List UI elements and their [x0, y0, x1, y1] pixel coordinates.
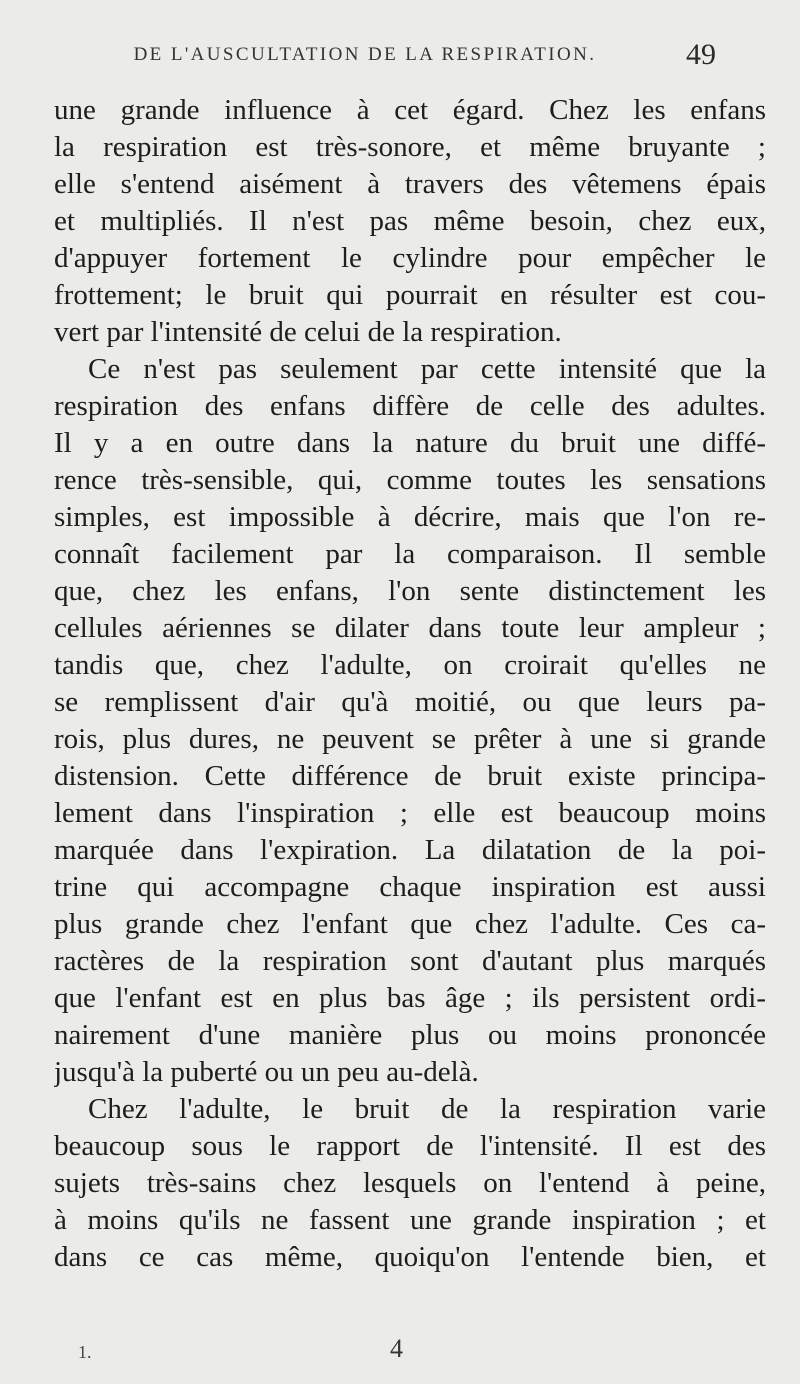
- text-line: plus grande chez l'enfant que chez l'adulte. Ces ca-: [54, 908, 766, 940]
- text-line: à moins qu'ils ne fassent une grande inspiration ; et: [54, 1204, 766, 1236]
- text-line: la respiration est très-sonore, et même bruyante ;: [54, 131, 766, 163]
- text-line: Chez l'adulte, le bruit de la respiration varie: [88, 1093, 766, 1125]
- text-line: marquée dans l'expiration. La dilatation de la poi-: [54, 834, 766, 866]
- text-line: Ce n'est pas seulement par cette intensité que la: [88, 353, 766, 385]
- text-line: frottement; le bruit qui pourrait en résulter est cou-: [54, 279, 766, 311]
- text-line: rence très-sensible, qui, comme toutes les sensations: [54, 464, 766, 496]
- text-line: elle s'entend aisément à travers des vêtemens épais: [54, 168, 766, 200]
- page-number: 49: [686, 38, 716, 71]
- signature-mark: 1.: [78, 1342, 92, 1362]
- text-line: cellules aériennes se dilater dans toute leur ampleur ;: [54, 612, 766, 644]
- text-line: sujets très-sains chez lesquels on l'entend à peine,: [54, 1167, 766, 1199]
- running-head-title: DE L'AUSCULTATION DE LA RESPIRATION.: [133, 44, 597, 65]
- text-line: et multipliés. Il n'est pas même besoin, chez eux,: [54, 205, 766, 237]
- text-line: distension. Cette différence de bruit existe principa-: [54, 760, 766, 792]
- text-line: se remplissent d'air qu'à moitié, ou que leurs pa-: [54, 686, 766, 718]
- running-head: [0, 38, 800, 78]
- text-line: trine qui accompagne chaque inspiration est aussi: [54, 871, 766, 903]
- text-line: Il y a en outre dans la nature du bruit une diffé-: [54, 427, 766, 459]
- text-line: jusqu'à la puberté ou un peu au-delà.: [54, 1056, 479, 1088]
- text-line: vert par l'intensité de celui de la respiration.: [54, 316, 562, 348]
- text-line: beaucoup sous le rapport de l'intensité. Il est des: [54, 1130, 766, 1162]
- text-line: d'appuyer fortement le cylindre pour empêcher le: [54, 242, 766, 274]
- signature-number: 4: [390, 1334, 403, 1363]
- body-text: [54, 92, 766, 1276]
- text-line: dans ce cas même, quoiqu'on l'entende bien, et: [54, 1241, 766, 1273]
- text-line: une grande influence à cet égard. Chez les enfans: [54, 94, 766, 126]
- text-line: connaît facilement par la comparaison. Il semble: [54, 538, 766, 570]
- text-line: ractères de la respiration sont d'autant plus marqués: [54, 945, 766, 977]
- text-line: simples, est impossible à décrire, mais que l'on re-: [54, 501, 766, 533]
- text-line: rois, plus dures, ne peuvent se prêter à une si grande: [54, 723, 766, 755]
- text-line: nairement d'une manière plus ou moins prononcée: [54, 1019, 766, 1051]
- text-line: lement dans l'inspiration ; elle est beaucoup moins: [54, 797, 766, 829]
- text-line: respiration des enfans diffère de celle des adultes.: [54, 390, 766, 422]
- text-line: que, chez les enfans, l'on sente distinctement les: [54, 575, 766, 607]
- text-line: tandis que, chez l'adulte, on croirait qu'elles ne: [54, 649, 766, 681]
- text-line: que l'enfant est en plus bas âge ; ils persistent ordi-: [54, 982, 766, 1014]
